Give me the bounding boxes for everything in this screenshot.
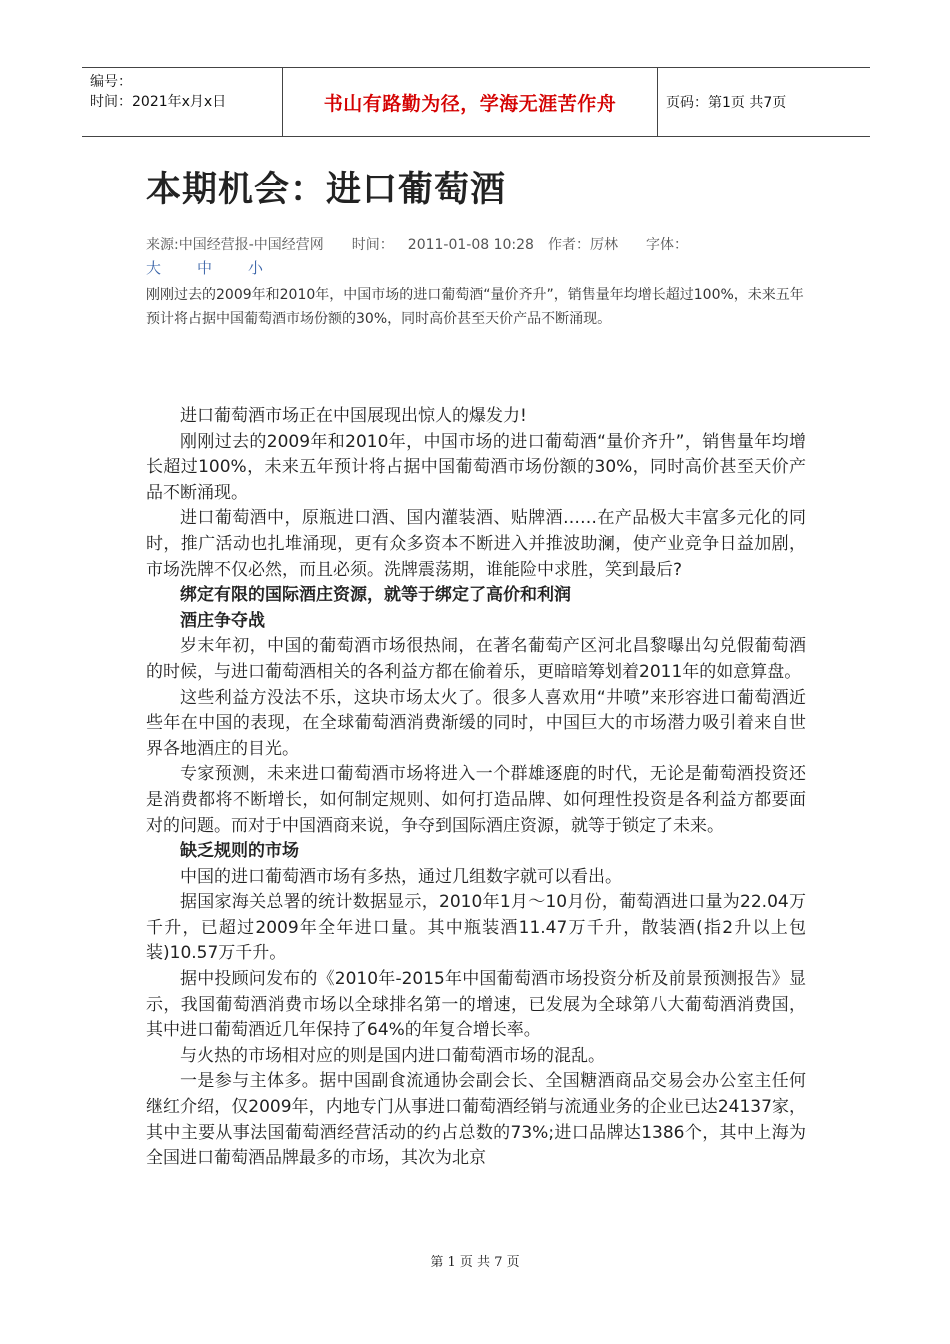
section-heading: 缺乏规则的市场 — [180, 841, 299, 862]
paragraph: 专家预测，未来进口葡萄酒市场将进入一个群雄逐鹿的时代，无论是葡萄酒投资还是消费都将不断增长，如何制定规则、如何打造品牌、如何理性投资是各利益方都要面对的问题。而对于中国酒商来说，争夺到国际酒庄资源，就等于锁定了未来。 — [146, 764, 806, 836]
font-size-small-link[interactable]: 小 — [248, 259, 264, 277]
article-body — [146, 404, 806, 1172]
paragraph: 与火热的市场相对应的则是国内进口葡萄酒市场的混乱。 — [180, 1045, 605, 1066]
page-footer: 第 1 页 共 7 页 — [430, 1255, 520, 1270]
article-source: 来源:中国经营报-中国经营网 — [146, 237, 324, 253]
article-author: 作者：厉林 — [547, 237, 618, 253]
paragraph: 据中投顾问发布的《2010年-2015年中国葡萄酒市场投资分析及前景预测报告》显示，我国葡萄酒消费市场以全球排名第一的增速，已发展为全球第八大葡萄酒消费国，其中进口葡萄酒近几年保持了64%的年复合增长率。 — [146, 969, 806, 1041]
paragraph: 进口葡萄酒市场正在中国展现出惊人的爆发力! — [180, 406, 527, 426]
header-info — [90, 72, 226, 112]
font-size-label: 字体： — [645, 237, 688, 253]
page-label: 页码：第1页 共7页 — [666, 95, 787, 111]
motto-text: 书山有路勤为径，学海无涯苦作舟 — [323, 92, 617, 115]
section-heading: 绑定有限的国际酒庄资源，就等于绑定了高价和利润 — [180, 585, 571, 606]
article-summary: 刚刚过去的2009年和2010年，中国市场的进口葡萄酒“量价齐升”，销售量年均增长超过100%，未来五年预计将占据中国葡萄酒市场份额的30%，同时高价甚至天价产品不断涌现。 — [146, 287, 804, 327]
paragraph: 一是参与主体多。据中国副食流通协会副会长、全国糖酒商品交易会办公室主任何继红介绍，仅2009年，内地专门从事进口葡萄酒经销与流通业务的企业已达24137家，其中主要从事法国葡萄酒经营活动的约占总数的73%;进口品牌达1386个，其中上海为全国进口葡萄酒品牌最多的市场，其次为北京 — [146, 1071, 806, 1169]
font-size-large-link[interactable]: 大 — [146, 259, 162, 277]
time-label: 时间： — [351, 237, 394, 253]
section-heading: 酒庄争夺战 — [180, 610, 265, 631]
paragraph: 刚刚过去的2009年和2010年，中国市场的进口葡萄酒“量价齐升”，销售量年均增长超过100%，未来五年预计将占据中国葡萄酒市场份额的30%，同时高价甚至天价产品不断涌现。 — [146, 431, 806, 503]
article-title: 本期机会：进口葡萄酒 — [146, 170, 507, 210]
publish-time: 2011-01-08 10:28 — [407, 237, 534, 253]
paragraph: 中国的进口葡萄酒市场有多热，通过几组数字就可以看出。 — [180, 866, 622, 887]
motto-cell — [282, 67, 658, 137]
paragraph: 进口葡萄酒中，原瓶进口酒、国内灌装酒、贴牌酒……在产品极大丰富多元化的同时，推广活动也扎堆涌现，更有众多资本不断进入并推波助澜，使产业竞争日益加剧，市场洗牌不仅必然，而且必须。洗牌震荡期，谁能险中求胜，笑到最后? — [146, 508, 806, 580]
page-header-table — [82, 67, 870, 137]
paragraph: 据国家海关总署的统计数据显示，2010年1月～10月份，葡萄酒进口量为22.04万千升，已超过2009年全年进口量。其中瓶装酒11.47万千升，散装酒(指2升以上包装)10.57万千升。 — [146, 892, 806, 964]
article-meta — [146, 234, 806, 256]
font-size-medium-link[interactable]: 中 — [197, 259, 213, 277]
paragraph: 岁末年初，中国的葡萄酒市场很热闹，在著名葡萄产区河北昌黎曝出勾兑假葡萄酒的时候，与进口葡萄酒相关的各利益方都在偷着乐，更暗暗筹划着2011年的如意算盘。 — [146, 636, 806, 682]
time-label: 时间：2021年x月x日 — [90, 94, 227, 110]
number-label: 编号： — [90, 74, 132, 90]
font-size-options — [146, 257, 299, 278]
paragraph: 这些利益方没法不乐，这块市场太火了。很多人喜欢用“井喷”来形容进口葡萄酒近些年在中国的表现，在全球葡萄酒消费渐缓的同时，中国巨大的市场潜力吸引着来自世界各地酒庄的目光。 — [146, 687, 806, 759]
